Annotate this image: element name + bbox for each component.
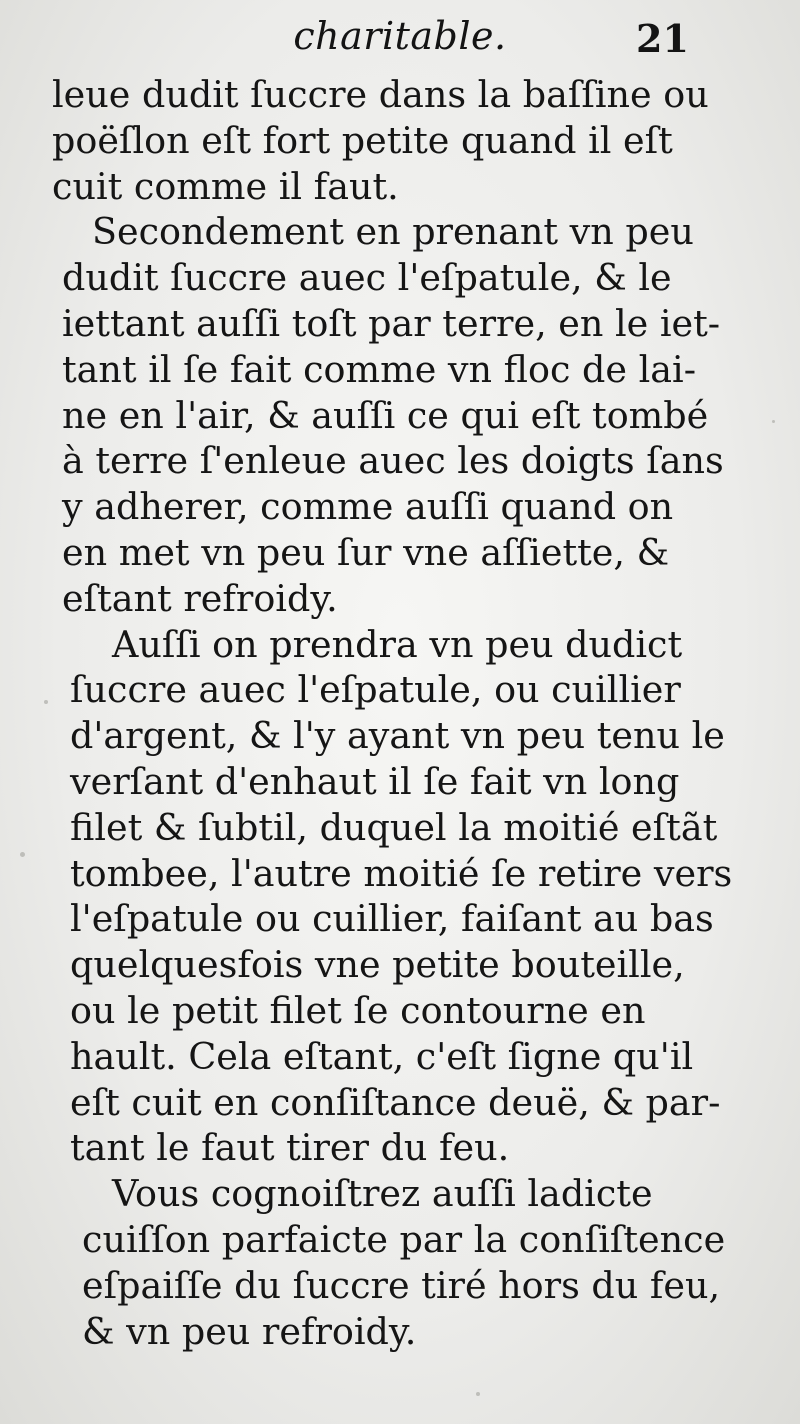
ink-speck [476,1392,480,1396]
text-line: l'eſpatule ou cuillier, faiſant au bas [70,897,714,941]
text-line: d'argent, & l'y ayant vn peu tenu le [70,714,725,758]
page-number: 21 [636,16,689,61]
text-line: iettant auſſi toſt par terre, en le iet- [62,301,721,345]
text-line: tant le faut tirer du feu. [70,1126,510,1170]
text-line: dudit ſuccre auec l'eſpatule, & le [62,256,672,300]
paragraph-start-line: Auſſi on prendra vn peu dudict [112,622,683,666]
text-line: & vn peu refroidy. [82,1309,417,1353]
body-text [52,72,733,1354]
text-line: tant il ſe fait comme vn floc de lai- [62,347,697,391]
text-line: eſpaiſſe du ſuccre tiré hors du feu, [82,1263,721,1307]
text-line: y adherer, comme auſſi quand on [62,485,674,529]
ink-speck [44,700,48,704]
text-line: cuit comme il faut. [52,164,399,208]
text-line: en met vn peu ſur vne aſſiette, & [62,530,670,574]
text-line: ſuccre auec l'eſpatule, ou cuillier [70,668,681,712]
ink-speck [20,852,25,857]
text-line: cuiſſon parfaicte par la conſiſtence [82,1217,726,1261]
text-line: eſtant refroidy. [62,576,338,620]
text-line: filet & ſubtil, duquel la moitié eſtãt [70,805,718,849]
text-line: hault. Cela eſtant, c'eſt ſigne qu'il [70,1034,694,1078]
paragraph-start-line: Vous cognoiſtrez auſſi ladicte [112,1172,653,1216]
text-line: leue dudit ſuccre dans la baſſine ou [52,73,709,116]
running-title: charitable. [293,14,507,58]
text-line: ou le petit filet ſe contourne en [70,988,646,1032]
paragraph-start-line: Secondement en prenant vn peu [92,210,694,254]
text-line: tombee, l'autre moitié ſe retire vers [70,851,733,895]
text-line: verſant d'enhaut il ſe fait vn long [70,759,680,803]
text-line: à terre ſ'enleue auec les doigts ſans [62,439,724,483]
text-line: eſt cuit en conſiſtance deuë, & par- [70,1080,721,1124]
text-line: ne en l'air, & auſſi ce qui eſt tombé [62,393,709,437]
text-line: quelquesfois vne petite bouteille, [70,943,685,987]
text-line: poëſlon eſt fort petite quand il eſt [52,118,673,162]
ink-speck [772,420,775,423]
